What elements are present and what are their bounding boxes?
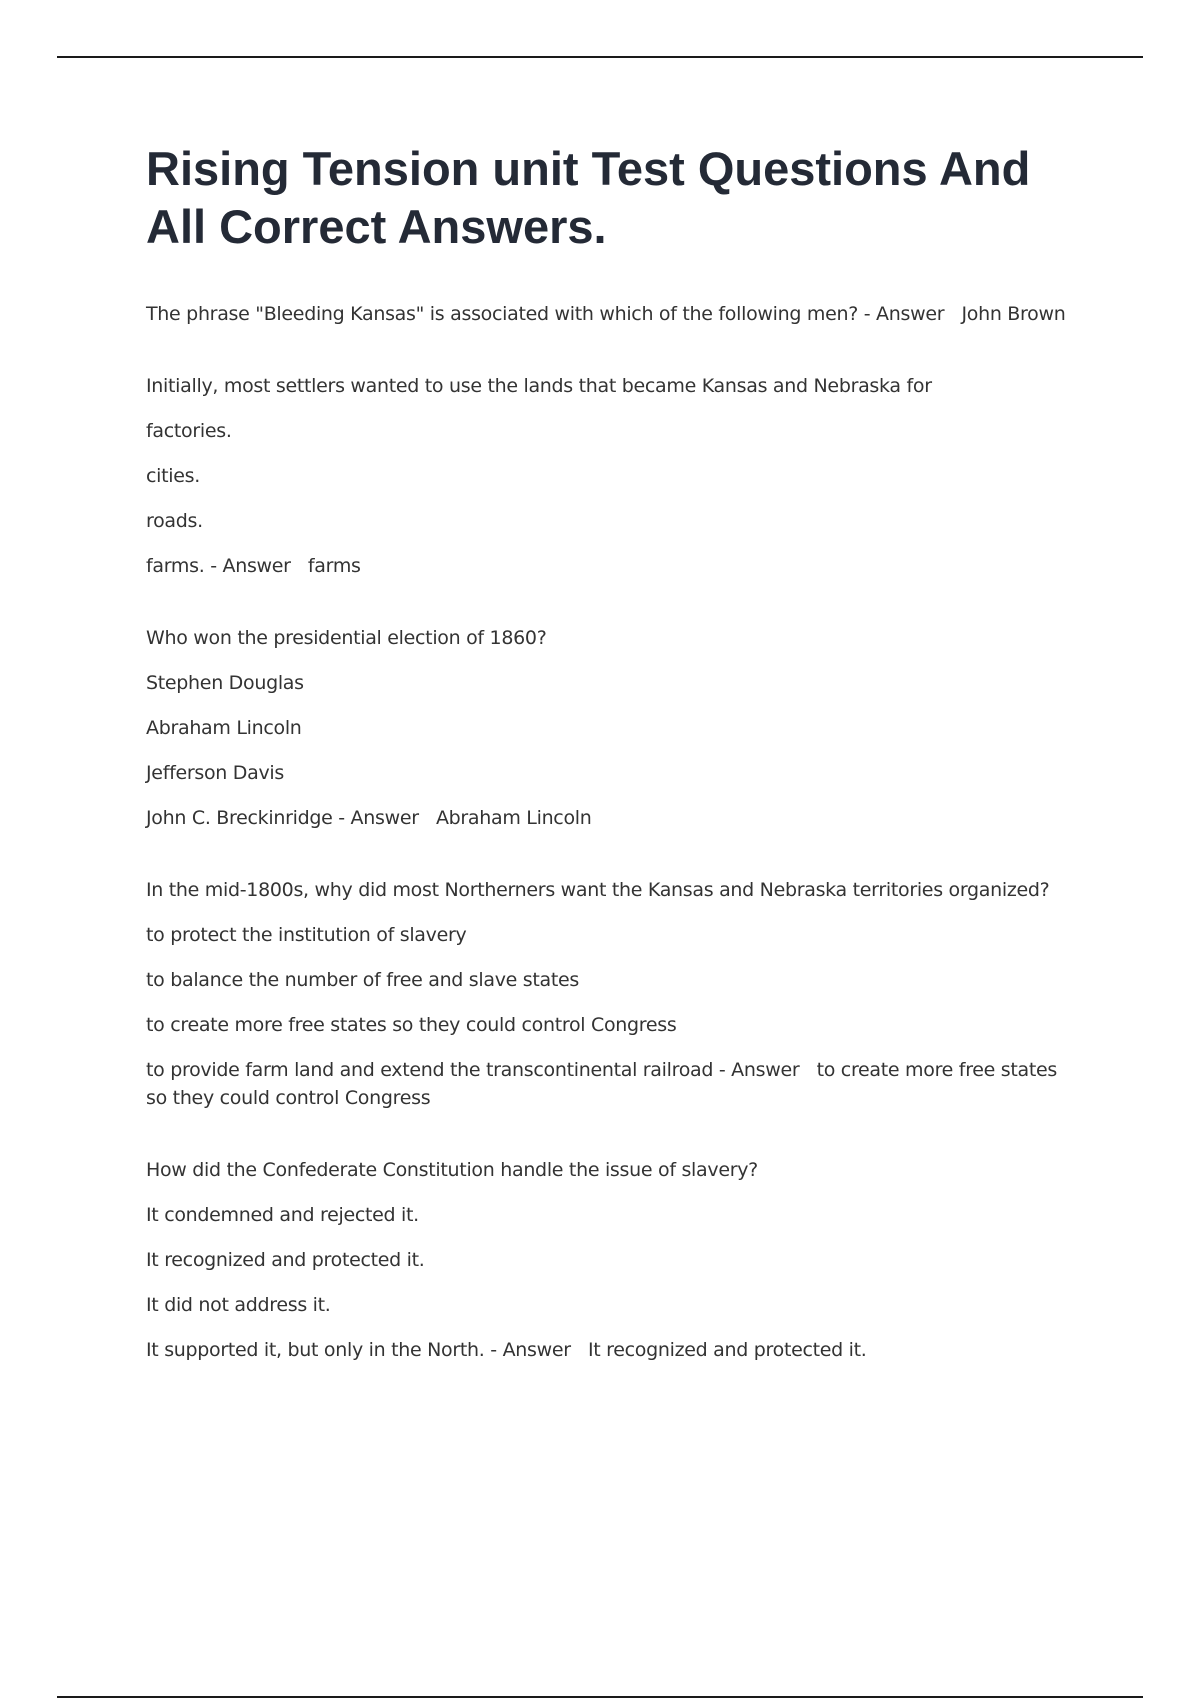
option-text: farms. (146, 555, 205, 577)
option-text: John C. Breckinridge (146, 807, 333, 829)
top-divider (57, 56, 1143, 58)
question-text: The phrase "Bleeding Kansas" is associated with which of the following men? (146, 303, 858, 325)
question-text: Initially, most settlers wanted to use the lands that became Kansas and Nebraska for (146, 375, 932, 397)
page-title: Rising Tension unit Test Questions And All Correct Answers. (146, 142, 1031, 253)
answer-marker: - Answer (863, 303, 945, 325)
option-text: It recognized and protected it. (146, 1249, 425, 1271)
answer-text: to create more free states so they could control Congress (146, 1059, 1058, 1109)
question-text: How did the Confederate Constitution handle the issue of slavery? (146, 1159, 758, 1181)
question-block-5 (146, 1156, 1066, 1364)
answer-marker: - Answer (210, 555, 291, 577)
option-text: cities. (146, 465, 200, 487)
question-block-3 (146, 624, 1066, 832)
option-text: Abraham Lincoln (146, 717, 302, 739)
answer-text: farms (307, 555, 361, 577)
answer-marker: - Answer (490, 1339, 571, 1361)
question-line (146, 300, 1066, 328)
option-text: It condemned and rejected it. (146, 1204, 419, 1226)
option-text: Jefferson Davis (146, 762, 284, 784)
question-text: In the mid-1800s, why did most Northerners want the Kansas and Nebraska territories organized? (146, 879, 1050, 901)
question-block-4 (146, 876, 1066, 1112)
answer-text: Abraham Lincoln (435, 807, 592, 829)
option-answer-line (146, 804, 1066, 832)
answer-marker: - Answer (718, 1059, 800, 1081)
option-text: factories. (146, 420, 232, 442)
bottom-divider (57, 1696, 1143, 1698)
option-text: to provide farm land and extend the transcontinental railroad (146, 1059, 714, 1081)
question-text: Who won the presidential election of 1860? (146, 627, 547, 649)
answer-text: John Brown (961, 303, 1066, 325)
option-text: roads. (146, 510, 203, 532)
option-text: to protect the institution of slavery (146, 924, 467, 946)
option-text: Stephen Douglas (146, 672, 304, 694)
option-text: to balance the number of free and slave states (146, 969, 580, 991)
option-answer-line (146, 552, 1066, 580)
answer-marker: - Answer (338, 807, 419, 829)
document-body (146, 140, 1066, 1408)
option-answer-line (146, 1056, 1066, 1112)
question-block-2 (146, 372, 1066, 580)
option-text: It supported it, but only in the North. (146, 1339, 485, 1361)
answer-text: It recognized and protected it. (587, 1339, 867, 1361)
question-block-1 (146, 300, 1066, 328)
option-answer-line (146, 1336, 1066, 1364)
option-text: It did not address it. (146, 1294, 331, 1316)
option-text: to create more free states so they could control Congress (146, 1014, 677, 1036)
